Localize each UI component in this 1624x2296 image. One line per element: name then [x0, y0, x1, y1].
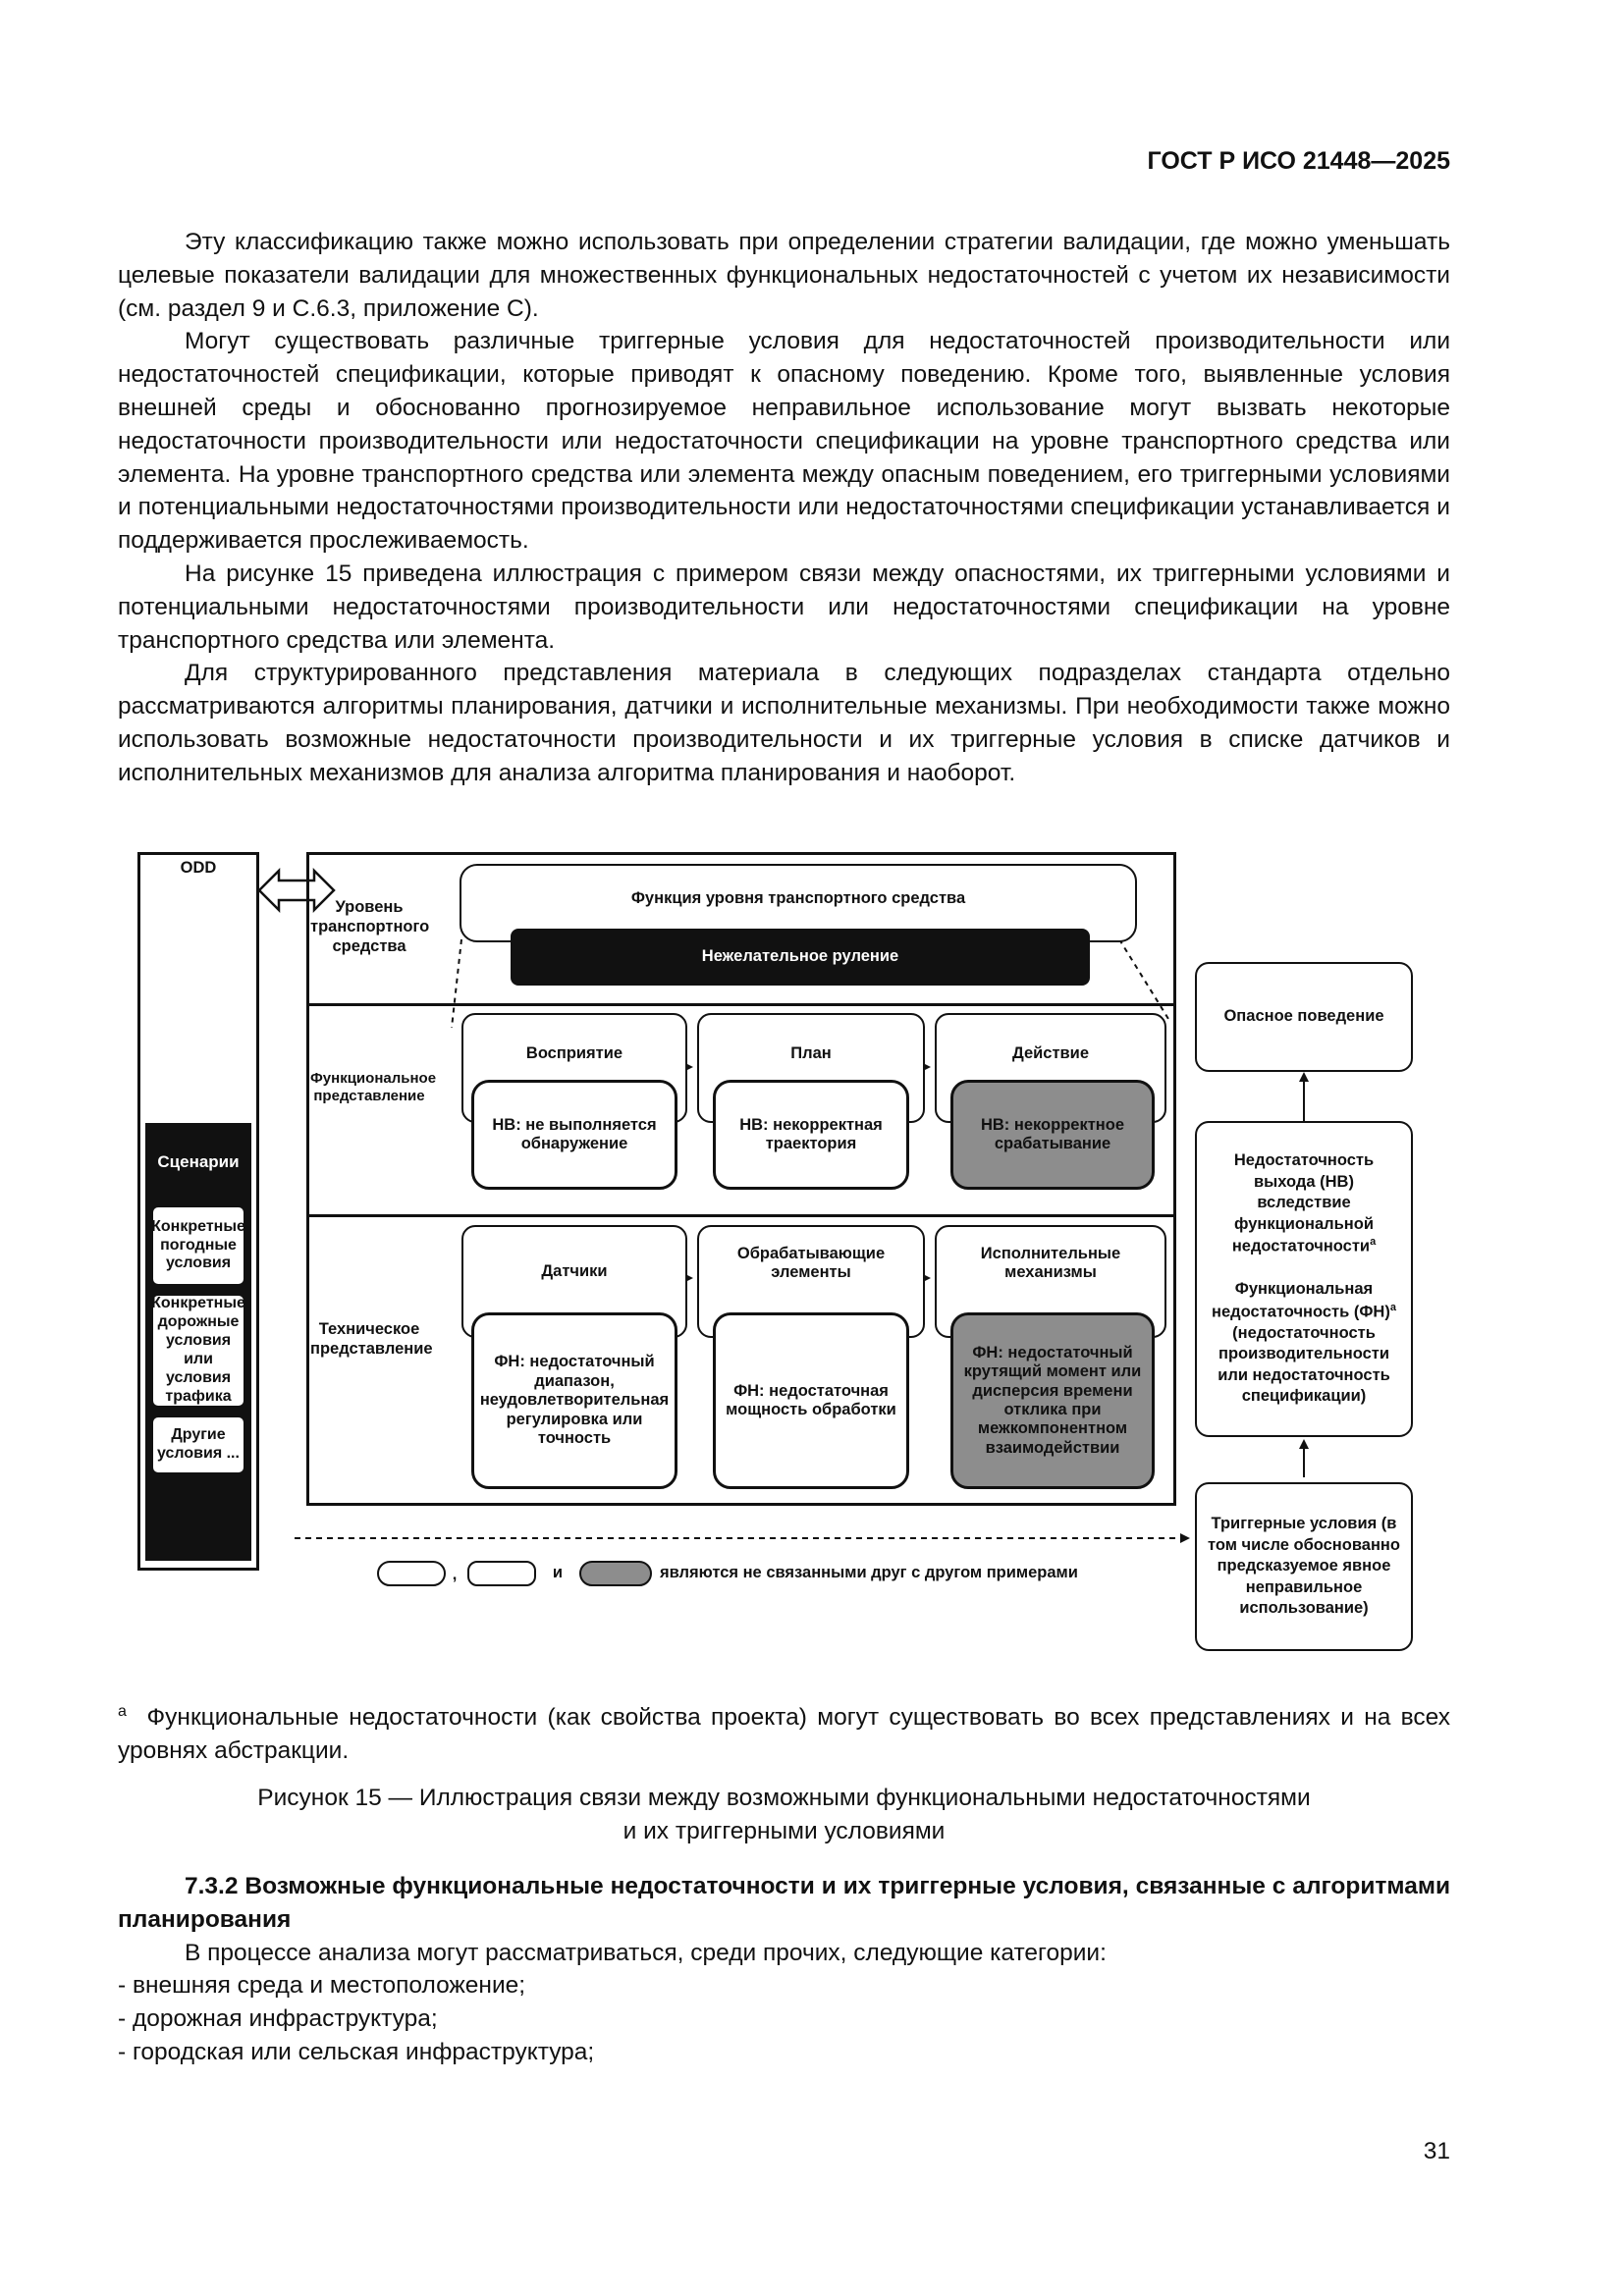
legend-comma: , [452, 1566, 458, 1583]
func-action: Действие [935, 1013, 1166, 1123]
row-label-vehicle: Уровень транспортного средства [310, 898, 430, 956]
scenario-weather: Конкретные погодные условия [153, 1207, 244, 1284]
legend-pill-outline [377, 1561, 446, 1586]
paragraph: Могут существовать различные триггерные условия для недостаточностей производительности или недостаточностей спецификации, которые приводят к опасному поведению. Кроме того, выявленные условия внешней среды и обоснованно прогнозируемое неправильное использование могут вызвать некоторые недостаточности производительности или недостаточности спецификации на уровне транспортного средства или элемента. На уровне транспортного средства или элемента между опасным поведением, его триггерными условиями и потенциальными недостаточностями производительности или недостаточностями спецификации устанавливается и поддерживается прослеживаемость. [118, 328, 1450, 555]
fi-processing: ФН: недостаточная мощность обработки [713, 1312, 909, 1489]
footnote-marker: a [1370, 1236, 1377, 1249]
odd-label: ODD [180, 859, 217, 877]
row-label-technical: Техническое представление [310, 1320, 433, 1359]
section-7-3-2 [118, 1870, 1450, 2069]
functional-insufficiency-text: Функциональная недостаточность (ФН) [1212, 1280, 1390, 1321]
list-item: - дорожная инфраструктура; [118, 2005, 438, 2033]
output-insufficiency-text: Недостаточность выхода (НВ) вследствие функциональной недостаточности [1231, 1151, 1375, 1255]
document-id: ГОСТ Р ИСО 21448—2025 [1147, 147, 1450, 175]
row-label-functional: Функциональное представление [310, 1070, 437, 1105]
row-divider [306, 1214, 1176, 1217]
list-item: - городская или сельская инфраструктура; [118, 2038, 595, 2065]
section-heading: 7.3.2 Возможные функциональные недостаточности и их триггерные условия, связанные с алгоритмами планирования [118, 1873, 1450, 1933]
tech-sensors: Датчики [461, 1225, 687, 1338]
caption-line: Рисунок 15 — Иллюстрация связи между возможными функциональными недостаточностями [257, 1785, 1311, 1811]
scenarios-title: Сценарии [157, 1152, 240, 1171]
paragraph: Для структурированного представления материала в следующих подразделах стандарта отдельно рассматриваются алгоритмы планирования, датчики и исполнительные механизмы. При необходимости также можно использовать возможные недостаточности производительности и их триггерные условия в списке датчиков и исполнительных механизмов для анализа алгоритма планирования и наоборот. [118, 660, 1450, 786]
row-divider [306, 1003, 1176, 1006]
fi-actuators: ФН: недостаточный крутящий момент или дисперсия времени отклика при межкомпонентном взаимодействии [950, 1312, 1155, 1489]
fi-sensors: ФН: недостаточный диапазон, неудовлетворительная регулировка или точность [471, 1312, 677, 1489]
figure-15 [137, 846, 1453, 1661]
tech-processing: Обрабатывающие элементы [697, 1225, 925, 1338]
oi-plan: НВ: некорректная траектория [713, 1080, 909, 1190]
fi-note: (недостаточность производительности или недостаточность спецификации) [1218, 1323, 1390, 1406]
footnote-marker: a [1389, 1301, 1396, 1313]
vehicle-function-box: Функция уровня транспортного средства [460, 864, 1137, 942]
oi-action: НВ: некорректное срабатывание [950, 1080, 1155, 1190]
legend-and: и [552, 1564, 564, 1581]
legend-text: являются не связанными друг с другом примерами [660, 1564, 1078, 1581]
func-plan: План [697, 1013, 925, 1123]
caption-line: и их триггерными условиями [623, 1817, 946, 1844]
tech-actuators: Исполнительные механизмы [935, 1225, 1166, 1338]
unwanted-steering: Нежелательное руление [511, 929, 1090, 986]
page-number: 31 [1423, 2138, 1450, 2164]
figure-caption [118, 1782, 1450, 1848]
oi-perception: НВ: не выполняется обнаружение [471, 1080, 677, 1190]
triggers-box: Триггерные условия (в том числе обоснованно предсказуемое явное неправильное использование) [1195, 1482, 1413, 1651]
hazard-box: Опасное поведение [1195, 962, 1413, 1072]
footnote-text: Функциональные недостаточности (как свойства проекта) могут существовать во всех представлениях и на всех уровнях абстракции. [118, 1704, 1450, 1764]
figure-footnote [118, 1695, 1450, 1768]
paragraph: На рисунке 15 приведена иллюстрация с примером связи между опасностями, их триггерными условиями и потенциальными недостаточностями производительности или недостаточностями спецификации на уровне транспортного средства или элемента. [118, 560, 1450, 654]
scenario-other: Другие условия ... [153, 1417, 244, 1472]
legend-pill-gray [579, 1561, 652, 1586]
section-intro: В процессе анализа могут рассматриваться, среди прочих, следующие категории: [185, 1939, 1107, 1966]
body-text [118, 226, 1450, 790]
list-item: - внешняя среда и местоположение; [118, 1972, 526, 2000]
insufficiency-box [1195, 1121, 1413, 1437]
footnote-marker: a [118, 1703, 127, 1720]
scenario-road-traffic: Конкретные дорожные условия или условия трафика [151, 1295, 245, 1405]
legend-pill-outline-thick [467, 1561, 536, 1586]
paragraph: Эту классификацию также можно использовать при определении стратегии валидации, где можно уменьшать целевые показатели валидации для множественных функциональных недостаточностей с учетом их независимости (см. раздел 9 и С.6.3, приложение С). [118, 229, 1450, 322]
func-perception: Восприятие [461, 1013, 687, 1123]
